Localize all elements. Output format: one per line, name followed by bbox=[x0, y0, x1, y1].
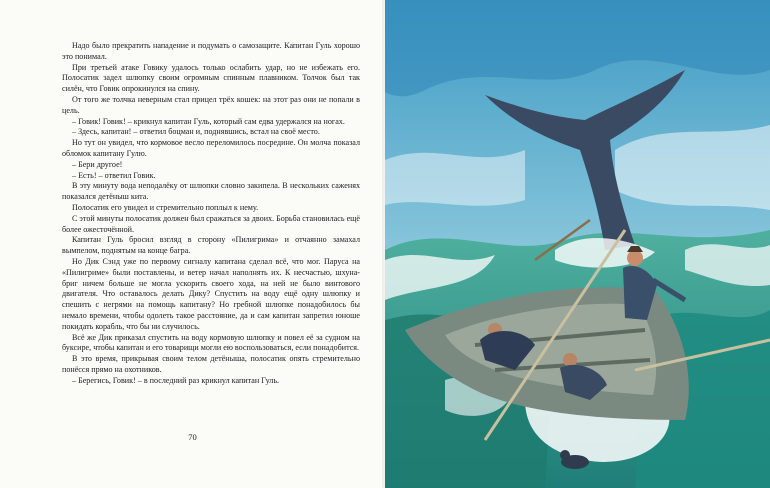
right-page-illustration bbox=[385, 0, 770, 488]
paragraph: В это время, прикрывая своим телом детёныша, полосатик опять стремительно понёсся прямо на охотников. bbox=[62, 354, 360, 374]
paragraph: – Берегись, Говик! – в последний раз крикнул капитан Гуль. bbox=[72, 375, 280, 385]
paragraph: Но Дик Сэнд уже по первому сигналу капитана сделал всё, что мог. Паруса на «Пилигриме» были поставлены, и ветер начал наполнять их. К несчастью, шхуна-бриг ничем больше не могла ускорить своего хода, на ней не было винтового двигателя. Что оставалось делать Дику? Спустить на воду ещё одну шлюпку и спешить с негрями на помощь капитану? Но гребной шлюпке понадобилось бы немало времени, чтобы одолеть такое расстояние, да и сам капитан запретил юноше покидать корабль, что бы ни случилось. bbox=[62, 256, 360, 331]
paragraph: – Бери другое! bbox=[72, 159, 123, 169]
page-number: 70 bbox=[188, 432, 197, 442]
paragraph: – Здесь, капитан! – ответил боцман и, поднявшись, встал на своё место. bbox=[72, 127, 320, 137]
paragraph: Капитан Гуль бросил взгляд в сторону «Пилигрима» и отчаянно замахал вымпелом, поднятым на конце багра. bbox=[62, 235, 360, 256]
paragraph: От того же толчка неверным стал прицел трёх кошек: на этот раз они не попали в цель. bbox=[62, 94, 360, 115]
paragraph: – Говик! Говик! – крикнул капитан Гуль, который сам едва удержался на ногах. bbox=[72, 116, 345, 126]
paragraph: В эту минуту вода неподалёку от шлюпки словно закипела. В нескольких саженях показался детёныш кита. bbox=[62, 181, 360, 202]
paragraph: Полосатик его увидел и стремительно поплыл к нему. bbox=[72, 202, 259, 212]
paragraph: Но тут он увидел, что кормовое весло переломилось посредине. Он молча показал обломок капитану Гулю. bbox=[62, 138, 360, 158]
paragraph: – Есть! – ответил Говик. bbox=[72, 170, 156, 180]
paragraph: С этой минуты полосатик должен был сражаться за двоих. Борьба становилась ещё более ожесточённой. bbox=[62, 213, 360, 234]
paragraph: Всё же Дик приказал спустить на воду кормовую шлюпку и повел её за судном на буксире, чтобы капитан и его товарищи могли ею воспользоваться, если понадобится. bbox=[62, 332, 360, 353]
paragraph: При третьей атаке Говику удалось только ослабить удар, но не избежать его. Полосатик задел шлюпку своим огромным спинным плавником. Толчок был так силён, что Говик опрокинулся на спину. bbox=[62, 62, 360, 94]
sky-cloud bbox=[385, 150, 525, 206]
page-text bbox=[62, 41, 360, 387]
whale-hunt-illustration bbox=[385, 0, 770, 488]
paragraph: Надо было прекратить нападение и подумать о самозащите. Капитан Гуль хорошо это понимал. bbox=[62, 41, 360, 61]
